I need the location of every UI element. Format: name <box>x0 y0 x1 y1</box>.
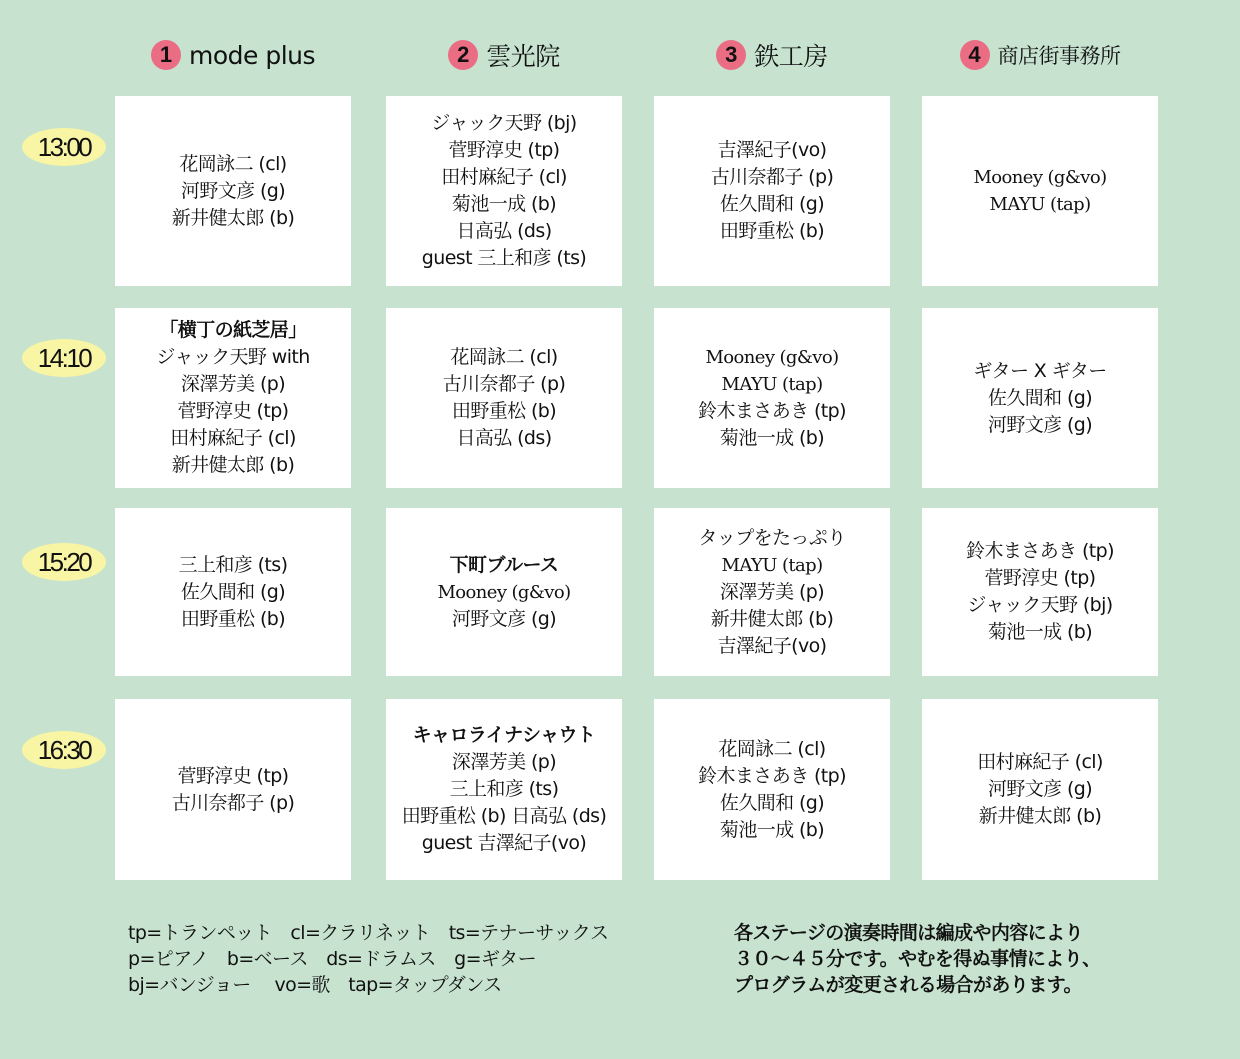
performer-line: 河野文彦 (g) <box>987 413 1093 436</box>
venue-header-2 <box>386 34 622 76</box>
performance-title: 「横丁の紙芝居」 <box>159 319 307 341</box>
performance-cell <box>922 699 1158 880</box>
performer-line: 深澤芳美 (p) <box>451 751 557 773</box>
performer-line: 田村麻紀子 (cl) <box>170 427 296 449</box>
venue-name: mode plus <box>188 40 316 70</box>
venue-header-4 <box>922 34 1158 76</box>
performance-cell <box>922 96 1158 286</box>
venue-number-badge: 2 <box>448 40 478 70</box>
venue-header-3 <box>654 34 890 76</box>
performer-line: 花岡詠二 (cl) <box>718 737 826 760</box>
performer-line: guest 三上和彦 (ts) <box>421 247 587 269</box>
performer-line: 鈴木まさあき (tp) <box>698 764 846 787</box>
performer-line: MAYU (tap) <box>721 374 823 395</box>
notice-line: プログラムが変更される場合があります。 <box>734 974 1082 996</box>
performer-line: 河野文彦 (g) <box>987 778 1093 800</box>
performer-line: 三上和彦 (ts) <box>449 778 559 800</box>
performer-line: 菊池一成 (b) <box>987 621 1093 643</box>
performer-line: guest 吉澤紀子(vo) <box>421 832 587 854</box>
performance-cell <box>654 508 890 676</box>
performer-line: 河野文彦 (g) <box>451 607 557 630</box>
performance-cell <box>386 508 622 676</box>
venue-name: 鉄工房 <box>754 42 828 71</box>
performer-line: 深澤芳美 (p) <box>180 373 286 395</box>
venue-name: 商店街事務所 <box>997 44 1121 68</box>
performer-line: 鈴木まさあき (tp) <box>966 540 1114 562</box>
notice-line: ３０～４５分です。やむを得ぬ事情により、 <box>734 948 1101 970</box>
performance-cell <box>115 96 351 286</box>
performer-line: 菅野淳史 (tp) <box>177 764 289 787</box>
performer-line: 鈴木まさあき (tp) <box>698 400 846 422</box>
time-label: 14:10 <box>22 339 106 377</box>
performer-line: 日高弘 (ds) <box>456 427 552 449</box>
performer-line: 新井健太郎 (b) <box>171 206 295 229</box>
performer-line: Mooney (g&vo) <box>705 347 839 368</box>
performance-title: 下町ブルース <box>449 553 559 576</box>
time-label: 15:20 <box>22 543 106 581</box>
venue-number-badge: 4 <box>960 40 990 70</box>
performer-line: 古川奈都子 (p) <box>710 166 834 188</box>
time-label: 13:00 <box>22 128 106 166</box>
performance-cell <box>386 699 622 880</box>
performance-cell <box>386 96 622 286</box>
performer-line: 田野重松 (b) <box>719 220 825 242</box>
performer-line: 古川奈都子 (p) <box>442 373 566 395</box>
performer-line: MAYU (tap) <box>721 554 823 576</box>
performer-line: 花岡詠二 (cl) <box>179 152 287 175</box>
performance-cell <box>115 699 351 880</box>
performer-line: タップをたっぷり <box>698 526 846 549</box>
notice-line: 各ステージの演奏時間は編成や内容により <box>734 922 1083 944</box>
performer-line: ジャック天野 (bj) <box>431 112 577 134</box>
performer-line: 佐久間和 (g) <box>719 791 825 814</box>
performer-line: ギター X ギター <box>973 359 1107 382</box>
time-label: 16:30 <box>22 731 106 769</box>
venue-header-1 <box>115 34 351 76</box>
performer-line: 古川奈都子 (p) <box>171 791 295 814</box>
performance-title: キャロライナシャウト <box>412 724 596 746</box>
performance-cell <box>922 508 1158 676</box>
performer-line: 吉澤紀子(vo) <box>717 139 827 161</box>
abbreviation-legend <box>128 920 608 998</box>
performer-line: ジャック天野 (bj) <box>967 594 1113 616</box>
legend-line: p=ピアノ b=ベース ds=ドラムス g=ギター <box>128 948 536 970</box>
performer-line: 三上和彦 (ts) <box>178 553 288 576</box>
performer-line: 菅野淳史 (tp) <box>448 139 560 161</box>
performer-line: 新井健太郎 (b) <box>710 607 834 630</box>
performer-line: 新井健太郎 (b) <box>978 805 1102 827</box>
performance-cell <box>115 508 351 676</box>
performer-line: 菊池一成 (b) <box>719 818 825 841</box>
legend-line: tp=トランペット cl=クラリネット ts=テナーサックス <box>128 922 609 944</box>
performance-cell <box>386 308 622 488</box>
performer-line: Mooney (g&vo) <box>437 581 571 603</box>
performer-line: 田野重松 (b) 日高弘 (ds) <box>401 805 607 827</box>
performer-line: MAYU (tap) <box>989 194 1091 215</box>
performer-line: 新井健太郎 (b) <box>171 454 295 476</box>
venue-number-badge: 1 <box>151 40 181 70</box>
performer-line: 田野重松 (b) <box>180 607 286 630</box>
performance-cell <box>654 699 890 880</box>
performer-line: 佐久間和 (g) <box>719 193 825 215</box>
performer-line: ジャック天野 with <box>156 346 310 368</box>
performer-line: 菊池一成 (b) <box>451 193 557 215</box>
performer-line: 菊池一成 (b) <box>719 427 825 449</box>
venue-name: 雲光院 <box>486 42 560 71</box>
performance-cell <box>115 308 351 488</box>
performer-line: 深澤芳美 (p) <box>719 580 825 603</box>
performer-line: 田野重松 (b) <box>451 400 557 422</box>
performer-line: Mooney (g&vo) <box>973 167 1107 188</box>
legend-line: bj=バンジョー vo=歌 tap=タップダンス <box>128 974 502 996</box>
performer-line: 日高弘 (ds) <box>456 220 552 242</box>
performer-line: 佐久間和 (g) <box>180 580 286 603</box>
schedule-notice <box>734 920 1100 998</box>
performer-line: 吉澤紀子(vo) <box>717 634 827 657</box>
performance-cell <box>654 96 890 286</box>
performance-cell <box>654 308 890 488</box>
performer-line: 田村麻紀子 (cl) <box>441 166 567 188</box>
performer-line: 菅野淳史 (tp) <box>984 567 1096 589</box>
venue-number-badge: 3 <box>716 40 746 70</box>
performer-line: 花岡詠二 (cl) <box>450 346 558 368</box>
performer-line: 河野文彦 (g) <box>180 179 286 202</box>
performer-line: 菅野淳史 (tp) <box>177 400 289 422</box>
performer-line: 田村麻紀子 (cl) <box>977 751 1103 773</box>
performance-cell <box>922 308 1158 488</box>
performer-line: 佐久間和 (g) <box>987 386 1093 409</box>
